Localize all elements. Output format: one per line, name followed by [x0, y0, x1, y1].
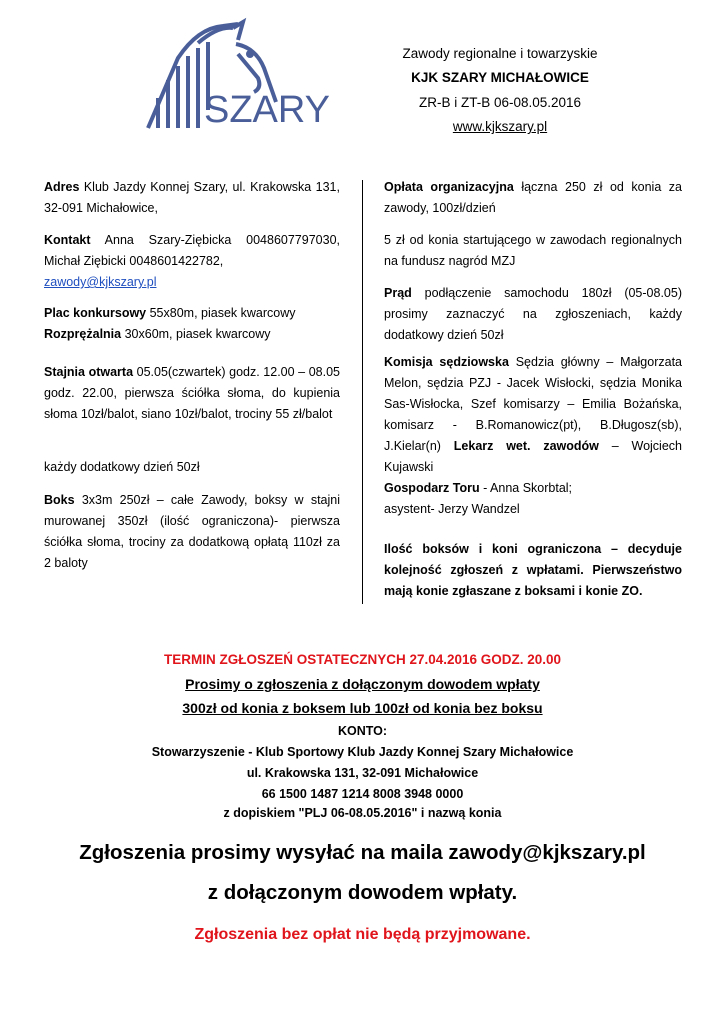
kjk-szary-logo: [138, 18, 331, 131]
plac-label: Plac konkursowy: [44, 306, 147, 320]
prad-label: Prąd: [384, 286, 412, 300]
plac-block: [44, 303, 340, 345]
kontakt-label: Kontakt: [44, 233, 91, 247]
konto-dopisek: z dopiskiem "PLJ 06-08.05.2016" i nazwą konia: [223, 806, 502, 820]
boks-label: Boks: [44, 493, 75, 507]
stajnia-block: [44, 362, 340, 425]
event-code-dates: ZR-B i ZT-B 06-08.05.2016: [418, 95, 582, 110]
konto-address: ul. Krakowska 131, 32-091 Michałowice: [246, 766, 479, 780]
adres-text: Klub Jazdy Konnej Szary, ul. Krakowska 131, 32-091 Michałowice,: [44, 180, 340, 215]
rozprezalnia-text: 30x60m, piasek kwarcowy: [121, 327, 271, 341]
adres-label: Adres: [44, 180, 80, 194]
prad-block: [384, 283, 682, 346]
kontakt-block: [44, 230, 340, 293]
oplata-text: łączna 250 zł od konia za zawody, 100zł/dzień: [384, 180, 683, 215]
termin-zgloszen: TERMIN ZGŁOSZEŃ OSTATECZNYCH 27.04.2016 GODZ. 20.00: [163, 652, 562, 667]
konto-number: 66 1500 1487 1214 8008 3948 0000: [261, 787, 464, 801]
club-name: KJK SZARY MICHAŁOWICE: [411, 70, 589, 85]
mail-instruction: Zgłoszenia prosimy wysyłać na maila zawody@kjkszary.pl: [79, 841, 646, 864]
horse-head-logo-icon: [138, 18, 331, 131]
logo-wordmark: SZARY: [204, 89, 331, 131]
dodatkowy-dzien: każdy dodatkowy dzień 50zł: [44, 460, 200, 474]
payment-warning: Zgłoszenia bez opłat nie będą przyjmowane.: [194, 926, 531, 943]
rozprezalnia-label: Rozprężalnia: [44, 327, 122, 341]
kwota-line: 300zł od konia z boksem lub 100zł od konia bez boksu: [182, 700, 543, 716]
komisja-block: [384, 352, 682, 520]
gospodarz-label: Gospodarz Toru: [384, 481, 480, 495]
konto-name: Stowarzyszenie - Klub Sportowy Klub Jazdy Konnej Szary Michałowice: [151, 745, 574, 759]
prosimy-line: Prosimy o zgłoszenia z dołączonym dowodem wpłaty: [185, 676, 540, 692]
boks-block: [44, 490, 340, 574]
dowod-instruction: z dołączonym dowodem wpłaty.: [207, 881, 518, 904]
kontakt-text: Anna Szary-Ziębicka 0048607797030, Michał Ziębicki 0048601422782,: [44, 233, 340, 268]
oplata-label: Opłata organizacyjna: [384, 180, 514, 194]
prad-text: podłączenie samochodu 180zł (05-08.05) prosimy zaznaczyć na zgłoszeniach, każdy dodatkowy dzień 50zł: [384, 286, 682, 342]
lekarz-label: Lekarz wet. zawodów: [453, 439, 599, 453]
lekarz-text: – Wojciech Kujawski: [384, 439, 682, 474]
adres-block: [44, 177, 340, 219]
komisja-label: Komisja sędziowska: [384, 355, 509, 369]
komisja-text: Sędzia główny – Małgorzata Melon, sędzia PZJ - Jacek Wisłocki, sędzia Monika Sas-Wisłocka, Szef komisarzy – Emilia Bożańska, komisarz - B.Romanowicz(pt), B.Długosz(sb), J.Kielar(n): [384, 355, 683, 453]
asystent-text: asystent- Jerzy Wandzel: [384, 502, 520, 516]
event-title: Zawody regionalne i towarzyskie: [402, 46, 598, 61]
fundusz-text: 5 zł od konia startującego w zawodach regionalnych na fundusz nagród MZJ: [384, 233, 682, 268]
ilosc-boksow-note: Ilość boksów i koni ograniczona – decyduje kolejność zgłoszeń z wpłatami. Pierwszeństwo mają konie zgłaszane z boksami i konie ZO.: [384, 542, 682, 598]
website-link[interactable]: www.kjkszary.pl: [452, 119, 548, 134]
boks-text: 3x3m 250zł – całe Zawody, boksy w stajni murowanej 350zł (ilość ograniczona)- pierwsza ściółka słoma, trociny za dodatkową opłatą 110zł za 2 baloty: [44, 493, 340, 570]
oplata-block: [384, 177, 682, 219]
konto-label: KONTO:: [337, 724, 388, 738]
stajnia-text: 05.05(czwartek) godz. 12.00 – 08.05 godz. 22.00, pierwsza ściółka słoma, do kupienia słoma 10zł/balot, siano 10zł/balot, trociny 55 zł/balot: [44, 365, 340, 421]
plac-text: 55x80m, piasek kwarcowy: [146, 306, 296, 320]
column-divider: [362, 180, 363, 604]
gospodarz-text: - Anna Skorbtal;: [479, 481, 573, 495]
stajnia-label: Stajnia otwarta: [44, 365, 134, 379]
kontakt-email-link[interactable]: zawody@kjkszary.pl: [44, 275, 157, 289]
